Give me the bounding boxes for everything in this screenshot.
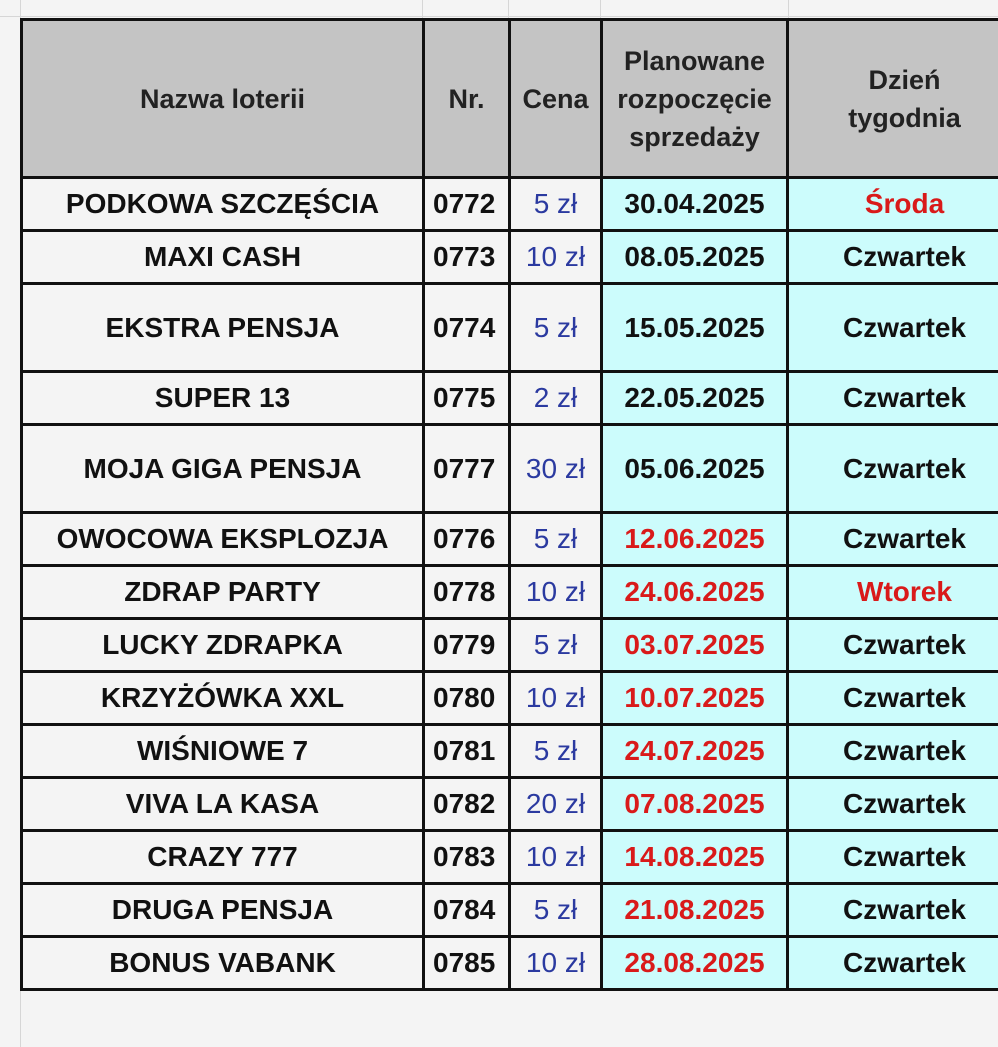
weekday-cell[interactable]: Czwartek xyxy=(788,778,998,831)
lottery-name-cell[interactable]: LUCKY ZDRAPKA xyxy=(22,619,424,672)
table-row xyxy=(22,937,998,990)
sheet-grid-col2 xyxy=(422,0,423,18)
weekday-cell[interactable]: Czwartek xyxy=(788,619,998,672)
header-nr[interactable]: Nr. xyxy=(424,20,510,178)
sale-start-date-cell[interactable]: 03.07.2025 xyxy=(602,619,788,672)
sale-start-date-cell[interactable]: 14.08.2025 xyxy=(602,831,788,884)
price-cell[interactable]: 5 zł xyxy=(510,619,602,672)
lottery-name-cell[interactable]: KRZYŻÓWKA XXL xyxy=(22,672,424,725)
table-row xyxy=(22,778,998,831)
lottery-number-cell[interactable]: 0776 xyxy=(424,513,510,566)
lottery-number-cell[interactable]: 0779 xyxy=(424,619,510,672)
sale-start-date-cell[interactable]: 05.06.2025 xyxy=(602,425,788,513)
price-cell[interactable]: 5 zł xyxy=(510,884,602,937)
table-row xyxy=(22,619,998,672)
lottery-name-cell[interactable]: DRUGA PENSJA xyxy=(22,884,424,937)
sale-start-date-cell[interactable]: 22.05.2025 xyxy=(602,372,788,425)
price-cell[interactable]: 5 zł xyxy=(510,284,602,372)
lottery-name-cell[interactable]: ZDRAP PARTY xyxy=(22,566,424,619)
price-cell[interactable]: 30 zł xyxy=(510,425,602,513)
header-price[interactable]: Cena xyxy=(510,20,602,178)
price-cell[interactable]: 10 zł xyxy=(510,231,602,284)
table-row xyxy=(22,884,998,937)
sale-start-date-cell[interactable]: 08.05.2025 xyxy=(602,231,788,284)
price-cell[interactable]: 10 zł xyxy=(510,831,602,884)
table-row xyxy=(22,178,998,231)
table-row xyxy=(22,231,998,284)
price-cell[interactable]: 20 zł xyxy=(510,778,602,831)
price-cell[interactable]: 5 zł xyxy=(510,513,602,566)
lottery-name-cell[interactable]: SUPER 13 xyxy=(22,372,424,425)
header-name[interactable]: Nazwa loterii xyxy=(22,20,424,178)
sheet-grid-col3 xyxy=(508,0,509,18)
weekday-cell[interactable]: Czwartek xyxy=(788,231,998,284)
sale-start-date-cell[interactable]: 10.07.2025 xyxy=(602,672,788,725)
weekday-cell[interactable]: Czwartek xyxy=(788,672,998,725)
header-date[interactable]: Planowane rozpoczęcie sprzedaży xyxy=(602,20,788,178)
lottery-number-cell[interactable]: 0772 xyxy=(424,178,510,231)
sale-start-date-cell[interactable]: 07.08.2025 xyxy=(602,778,788,831)
lottery-number-cell[interactable]: 0777 xyxy=(424,425,510,513)
lottery-name-cell[interactable]: BONUS VABANK xyxy=(22,937,424,990)
weekday-cell[interactable]: Czwartek xyxy=(788,513,998,566)
price-cell[interactable]: 5 zł xyxy=(510,725,602,778)
lottery-number-cell[interactable]: 0773 xyxy=(424,231,510,284)
lottery-name-cell[interactable]: PODKOWA SZCZĘŚCIA xyxy=(22,178,424,231)
lottery-number-cell[interactable]: 0785 xyxy=(424,937,510,990)
table-row xyxy=(22,672,998,725)
lottery-number-cell[interactable]: 0782 xyxy=(424,778,510,831)
price-cell[interactable]: 10 zł xyxy=(510,672,602,725)
weekday-cell[interactable]: Wtorek xyxy=(788,566,998,619)
lottery-number-cell[interactable]: 0781 xyxy=(424,725,510,778)
weekday-cell[interactable]: Czwartek xyxy=(788,831,998,884)
header-row xyxy=(22,20,998,178)
weekday-cell[interactable]: Czwartek xyxy=(788,372,998,425)
weekday-cell[interactable]: Czwartek xyxy=(788,425,998,513)
sale-start-date-cell[interactable]: 30.04.2025 xyxy=(602,178,788,231)
sale-start-date-cell[interactable]: 15.05.2025 xyxy=(602,284,788,372)
lottery-number-cell[interactable]: 0775 xyxy=(424,372,510,425)
lottery-name-cell[interactable]: EKSTRA PENSJA xyxy=(22,284,424,372)
lottery-number-cell[interactable]: 0778 xyxy=(424,566,510,619)
weekday-cell[interactable]: Czwartek xyxy=(788,884,998,937)
lottery-number-cell[interactable]: 0784 xyxy=(424,884,510,937)
sale-start-date-cell[interactable]: 12.06.2025 xyxy=(602,513,788,566)
weekday-cell[interactable]: Środa xyxy=(788,178,998,231)
lottery-name-cell[interactable]: VIVA LA KASA xyxy=(22,778,424,831)
sale-start-date-cell[interactable]: 28.08.2025 xyxy=(602,937,788,990)
weekday-cell[interactable]: Czwartek xyxy=(788,284,998,372)
header-day[interactable]: Dzień tygodnia xyxy=(788,20,998,178)
lottery-number-cell[interactable]: 0780 xyxy=(424,672,510,725)
lottery-name-cell[interactable]: OWOCOWA EKSPLOZJA xyxy=(22,513,424,566)
sheet-grid-top xyxy=(0,16,998,17)
table-row xyxy=(22,831,998,884)
lottery-name-cell[interactable]: MOJA GIGA PENSJA xyxy=(22,425,424,513)
table-row xyxy=(22,725,998,778)
sale-start-date-cell[interactable]: 21.08.2025 xyxy=(602,884,788,937)
price-cell[interactable]: 2 zł xyxy=(510,372,602,425)
sale-start-date-cell[interactable]: 24.07.2025 xyxy=(602,725,788,778)
price-cell[interactable]: 10 zł xyxy=(510,937,602,990)
lottery-number-cell[interactable]: 0774 xyxy=(424,284,510,372)
table-row xyxy=(22,372,998,425)
sale-start-date-cell[interactable]: 24.06.2025 xyxy=(602,566,788,619)
table-row xyxy=(22,284,998,372)
table-row xyxy=(22,513,998,566)
sheet-grid-col4 xyxy=(600,0,601,18)
price-cell[interactable]: 5 zł xyxy=(510,178,602,231)
lottery-name-cell[interactable]: MAXI CASH xyxy=(22,231,424,284)
lottery-name-cell[interactable]: CRAZY 777 xyxy=(22,831,424,884)
lottery-schedule-table xyxy=(20,18,998,991)
weekday-cell[interactable]: Czwartek xyxy=(788,725,998,778)
table-row xyxy=(22,425,998,513)
sheet-grid-col5 xyxy=(788,0,789,18)
table-row xyxy=(22,566,998,619)
weekday-cell[interactable]: Czwartek xyxy=(788,937,998,990)
price-cell[interactable]: 10 zł xyxy=(510,566,602,619)
lottery-name-cell[interactable]: WIŚNIOWE 7 xyxy=(22,725,424,778)
lottery-number-cell[interactable]: 0783 xyxy=(424,831,510,884)
